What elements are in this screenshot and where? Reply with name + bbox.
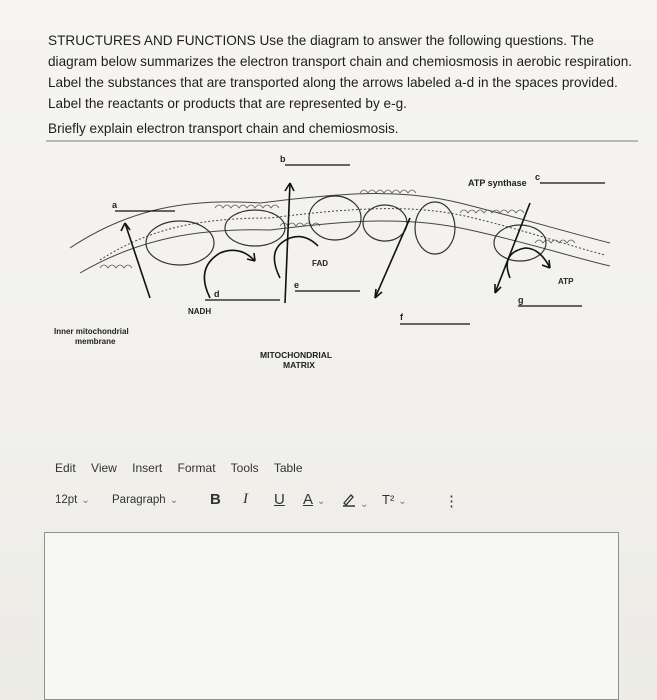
question-text [48, 30, 638, 114]
italic-button[interactable]: I [243, 491, 248, 507]
menu-edit[interactable]: Edit [55, 461, 76, 475]
label-a: a [112, 200, 118, 210]
superscript-icon: T² [382, 492, 395, 507]
label-b: b [280, 154, 286, 164]
question-line-2: diagram below summarizes the electron transport chain and chemiosmosis in aerobic respiration. [48, 54, 633, 69]
label-c: c [535, 172, 541, 182]
superscript-button[interactable] [382, 492, 407, 507]
chevron-down-icon: ⌄ [360, 499, 369, 510]
block-format-select[interactable] [112, 494, 178, 506]
bold-button[interactable]: B [210, 491, 221, 508]
label-e: e [294, 280, 300, 290]
text-color-icon: A [303, 491, 314, 508]
label-atp: ATP [558, 277, 574, 286]
label-d: d [214, 289, 220, 299]
font-size-select[interactable] [55, 494, 90, 506]
menu-table[interactable]: Table [273, 461, 303, 475]
menu-format[interactable]: Format [177, 461, 216, 475]
label-f: f [400, 312, 403, 322]
etc-diagram [40, 148, 640, 378]
essay-prompt: Briefly explain electron transport chain and chemiosmosis. [48, 121, 399, 136]
menu-view[interactable]: View [91, 461, 117, 475]
chevron-down-icon: ⌄ [169, 495, 179, 506]
label-fad: FAD [312, 259, 328, 268]
block-format-value: Paragraph [112, 494, 166, 506]
pencil-icon [342, 492, 356, 507]
menu-tools[interactable]: Tools [230, 461, 259, 475]
label-nadh: NADH [188, 307, 212, 316]
label-atp-synthase: ATP synthase [468, 178, 527, 188]
arrows [121, 183, 550, 303]
label-matrix-1: MITOCHONDRIAL [260, 350, 333, 360]
answer-lines [115, 165, 605, 324]
label-matrix-2: MATRIX [283, 360, 315, 370]
chevron-down-icon: ⌄ [317, 496, 326, 507]
chevron-down-icon: ⌄ [398, 496, 407, 507]
underline-button[interactable]: U [274, 491, 285, 508]
editor-menubar [55, 461, 315, 475]
question-line-3: Label the substances that are transported along the arrows labeled a-d in the spaces provided. [48, 75, 618, 90]
highlight-button[interactable] [342, 492, 368, 510]
font-size-value: 12pt [55, 494, 78, 506]
question-line-1: STRUCTURES AND FUNCTIONS Use the diagram to answer the following questions. The [48, 33, 594, 48]
protein-complexes [146, 196, 546, 265]
label-inner-membrane-1: Inner mitochondrial [54, 327, 129, 336]
prompt-divider [46, 140, 638, 142]
question-line-4: Label the reactants or products that are represented by e-g. [48, 96, 407, 111]
text-color-button[interactable] [303, 491, 325, 508]
answer-editor[interactable] [44, 532, 619, 700]
label-g: g [518, 295, 524, 305]
more-options-icon[interactable]: ⋮ [444, 493, 459, 510]
label-inner-membrane-2: membrane [75, 337, 116, 346]
menu-insert[interactable]: Insert [132, 461, 163, 475]
chevron-down-icon: ⌄ [81, 495, 90, 506]
